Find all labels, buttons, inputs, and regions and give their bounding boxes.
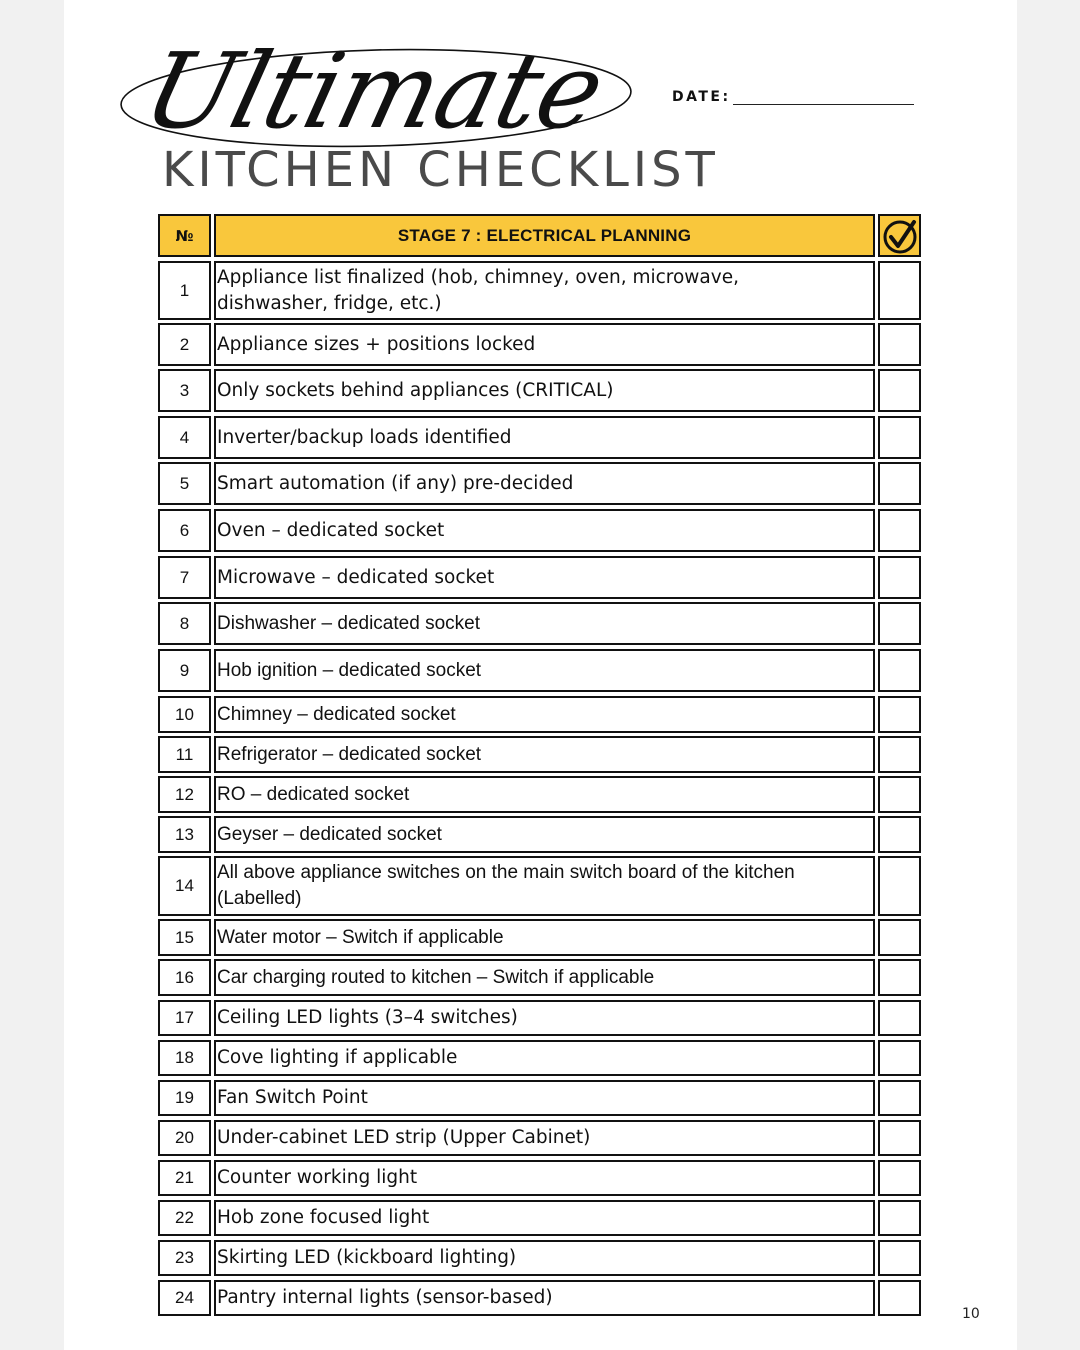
row-task-text: Appliance list finalized (hob, chimney, oven, microwave, dishwasher, fridge, etc.) [217, 266, 739, 314]
row-number-cell [158, 261, 211, 320]
row-number-cell [158, 323, 211, 366]
row-task-cell [214, 856, 875, 916]
row-task-text: Smart automation (if any) pre-decided [217, 472, 574, 494]
row-number: 2 [179, 334, 190, 354]
row-task-text: Oven – dedicated socket [217, 519, 445, 541]
row-task-cell [214, 1080, 875, 1116]
page-title: KITCHEN CHECKLIST [162, 142, 719, 198]
row-number-cell [158, 602, 211, 645]
row-number: 11 [175, 744, 194, 764]
row-task-cell [214, 509, 875, 552]
row-number-cell [158, 1120, 211, 1156]
row-task-text: Chimney – dedicated socket [217, 703, 456, 725]
row-number: 20 [175, 1128, 194, 1147]
row-checkbox[interactable] [878, 509, 921, 552]
row-task-cell [214, 323, 875, 366]
row-task-cell [214, 369, 875, 412]
row-number: 15 [175, 927, 194, 947]
row-task-text: Only sockets behind appliances (CRITICAL) [217, 379, 614, 401]
row-task-cell [214, 959, 875, 996]
check-column-header [878, 214, 921, 257]
row-task-text: Microwave – dedicated socket [217, 566, 495, 588]
row-number-cell [158, 1040, 211, 1076]
row-number-cell [158, 369, 211, 412]
row-task-text: Fan Switch Point [217, 1087, 368, 1108]
row-number: 21 [175, 1168, 194, 1187]
row-checkbox[interactable] [878, 602, 921, 645]
row-number-cell [158, 1160, 211, 1196]
row-task-text: Counter working light [217, 1167, 418, 1188]
row-number-cell [158, 1080, 211, 1116]
row-number-cell [158, 736, 211, 773]
row-task-text: Water motor – Switch if applicable [217, 926, 504, 948]
row-number-cell [158, 776, 211, 813]
row-number-cell [158, 556, 211, 599]
row-number: 6 [179, 520, 190, 540]
row-task-cell [214, 736, 875, 773]
row-number-cell [158, 1240, 211, 1276]
row-number: 10 [175, 704, 194, 724]
row-number: 14 [175, 876, 194, 895]
row-task-cell [214, 1280, 875, 1316]
row-checkbox[interactable] [878, 462, 921, 505]
row-number-cell [158, 416, 211, 459]
row-task-text: All above appliance switches on the main switch board of the kitchen (Labelled) [217, 862, 795, 909]
row-number-cell [158, 462, 211, 505]
row-checkbox[interactable] [878, 1160, 921, 1196]
row-checkbox[interactable] [878, 649, 921, 692]
row-task-cell [214, 1240, 875, 1276]
row-number-cell [158, 1200, 211, 1236]
row-checkbox[interactable] [878, 1280, 921, 1316]
row-checkbox[interactable] [878, 959, 921, 996]
row-number-cell [158, 649, 211, 692]
date-field[interactable] [733, 104, 914, 105]
page-number: 10 [962, 1306, 980, 1322]
row-task-cell [214, 556, 875, 599]
row-task-cell [214, 1040, 875, 1076]
row-number: 5 [179, 473, 190, 493]
row-task-cell [214, 261, 875, 320]
row-task-cell [214, 919, 875, 956]
row-checkbox[interactable] [878, 1040, 921, 1076]
row-number: 22 [175, 1208, 194, 1227]
number-header-label: № [175, 226, 194, 245]
row-checkbox[interactable] [878, 323, 921, 366]
row-number: 18 [175, 1048, 194, 1067]
row-number-cell [158, 1280, 211, 1316]
row-task-text: Hob zone focused light [217, 1207, 430, 1228]
row-task-text: Ceiling LED lights (3–4 switches) [217, 1007, 518, 1028]
row-task-cell [214, 462, 875, 505]
logo-script-word: Ultimate [132, 30, 616, 152]
row-checkbox[interactable] [878, 1080, 921, 1116]
row-number: 7 [179, 567, 190, 587]
row-number-cell [158, 856, 211, 916]
row-task-text: Refrigerator – dedicated socket [217, 743, 482, 765]
row-checkbox[interactable] [878, 416, 921, 459]
row-number: 24 [175, 1288, 194, 1307]
row-number-cell [158, 816, 211, 853]
date-label: DATE: [672, 89, 731, 105]
row-number: 4 [179, 427, 190, 447]
row-task-cell [214, 416, 875, 459]
row-task-text: Inverter/backup loads identified [217, 426, 512, 448]
row-number-cell [158, 696, 211, 733]
row-number: 9 [179, 660, 190, 680]
row-task-cell [214, 602, 875, 645]
row-task-cell [214, 1000, 875, 1036]
row-task-text: RO – dedicated socket [217, 783, 410, 805]
row-checkbox[interactable] [878, 1240, 921, 1276]
row-number: 19 [175, 1088, 194, 1107]
row-checkbox[interactable] [878, 776, 921, 813]
row-number-cell [158, 509, 211, 552]
row-checkbox[interactable] [878, 1120, 921, 1156]
row-task-text: Dishwasher – dedicated socket [217, 612, 480, 634]
row-task-text: Appliance sizes + positions locked [217, 333, 536, 355]
row-task-cell [214, 1200, 875, 1236]
row-number: 23 [175, 1248, 194, 1267]
row-checkbox[interactable] [878, 816, 921, 853]
stage-title-header [214, 214, 875, 257]
number-column-header [158, 214, 211, 257]
row-number: 8 [179, 613, 190, 633]
row-task-cell [214, 816, 875, 853]
row-checkbox[interactable] [878, 556, 921, 599]
row-task-cell [214, 649, 875, 692]
stage-title: STAGE 7 : ELECTRICAL PLANNING [397, 225, 692, 245]
logo [120, 30, 640, 154]
row-task-text: Cove lighting if applicable [217, 1047, 458, 1068]
row-number-cell [158, 919, 211, 956]
row-number: 3 [179, 380, 190, 400]
row-checkbox[interactable] [878, 919, 921, 956]
row-task-cell [214, 1160, 875, 1196]
row-number: 13 [175, 824, 194, 844]
row-number: 17 [175, 1008, 194, 1027]
row-task-cell [214, 696, 875, 733]
row-checkbox[interactable] [878, 261, 921, 320]
row-number: 16 [175, 967, 194, 987]
row-task-text: Skirting LED (kickboard lighting) [217, 1247, 517, 1268]
row-checkbox[interactable] [878, 856, 921, 916]
row-checkbox[interactable] [878, 696, 921, 733]
row-number-cell [158, 1000, 211, 1036]
row-checkbox[interactable] [878, 736, 921, 773]
row-task-text: Under-cabinet LED strip (Upper Cabinet) [217, 1127, 591, 1148]
row-task-text: Geyser – dedicated socket [217, 823, 442, 845]
row-task-text: Hob ignition – dedicated socket [217, 659, 482, 681]
row-number: 1 [179, 280, 190, 300]
row-task-text: Pantry internal lights (sensor-based) [217, 1287, 553, 1308]
row-checkbox[interactable] [878, 1000, 921, 1036]
row-task-cell [214, 1120, 875, 1156]
row-checkbox[interactable] [878, 369, 921, 412]
row-number: 12 [175, 784, 194, 804]
check-circle-icon [881, 217, 919, 255]
row-task-cell [214, 776, 875, 813]
row-checkbox[interactable] [878, 1200, 921, 1236]
row-task-text: Car charging routed to kitchen – Switch if applicable [217, 966, 655, 988]
row-number-cell [158, 959, 211, 996]
